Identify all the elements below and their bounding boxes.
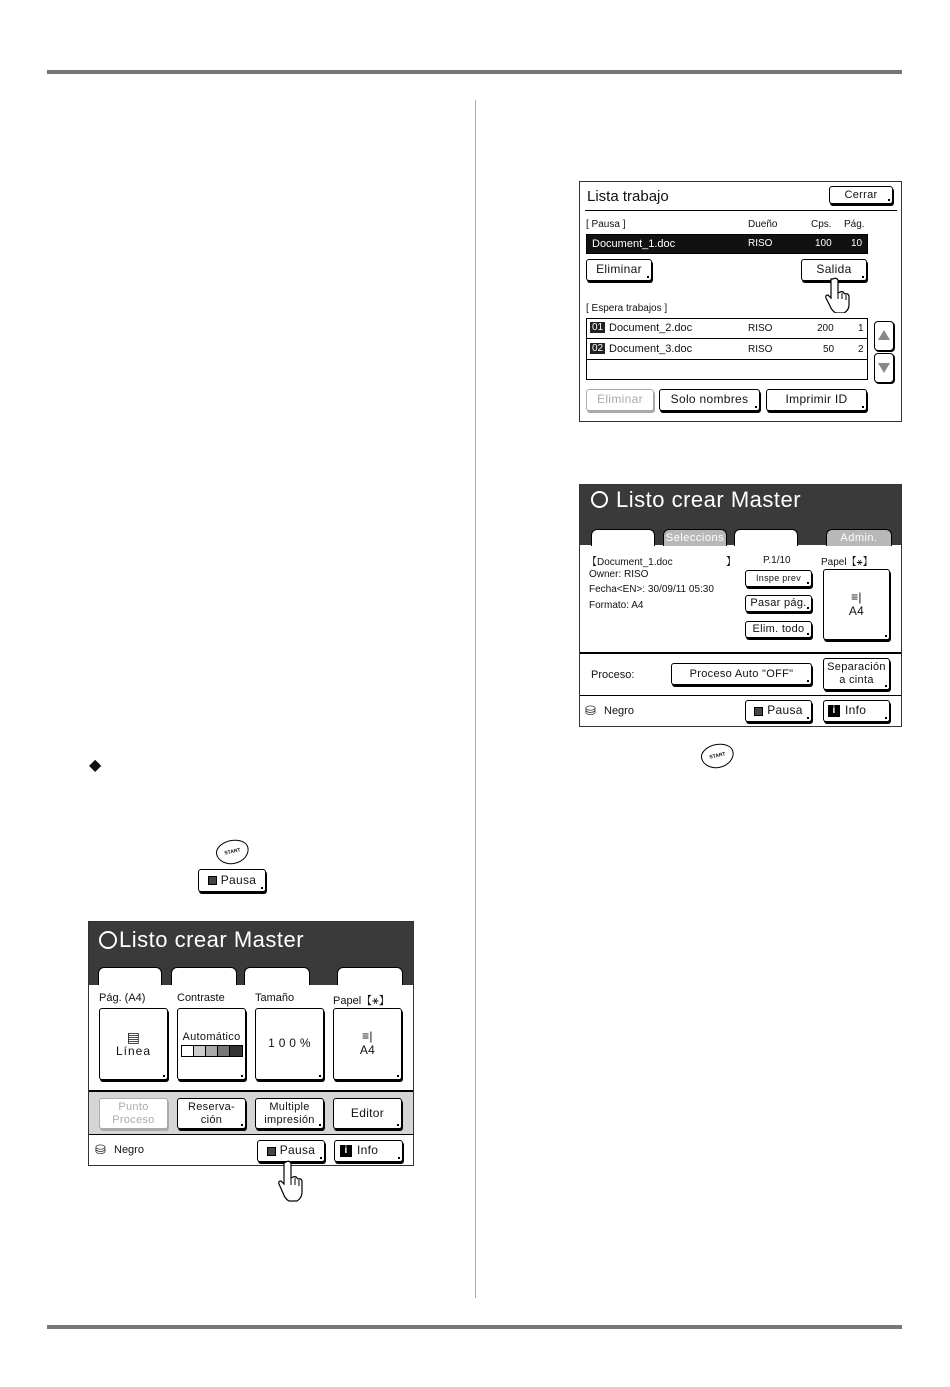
paper-tray-icon: ≡| xyxy=(362,1029,373,1044)
tape-label-1: Separación xyxy=(827,661,886,674)
screen-title: Listo crear Master xyxy=(616,487,802,512)
job-number-badge: 01 xyxy=(592,322,604,333)
contrast-value: Automático xyxy=(182,1030,241,1043)
start-key-icon-left xyxy=(214,837,251,867)
arrow-down-icon xyxy=(875,354,893,382)
job-name: Document_2.doc xyxy=(609,322,693,334)
inline-pause-label: Pausa xyxy=(220,872,257,887)
document-icon: ▤ xyxy=(126,1029,141,1046)
contrast-column-label: Contraste xyxy=(177,992,225,1004)
pause-button[interactable] xyxy=(257,1140,325,1162)
page-mode-button[interactable] xyxy=(99,1008,168,1080)
contrast-button[interactable] xyxy=(177,1008,246,1080)
reservation-label-2: ción xyxy=(200,1113,223,1126)
ready-circle-icon xyxy=(591,491,608,508)
process-point-label-2: Proceso xyxy=(112,1113,155,1126)
info-icon: i xyxy=(340,1145,352,1157)
page-column-label: Pág. (A4) xyxy=(99,992,146,1004)
title-divider xyxy=(585,210,897,211)
paused-job-name: Document_1.doc xyxy=(592,238,676,250)
info-button[interactable] xyxy=(334,1140,403,1162)
process-label: Proceso: xyxy=(591,669,635,681)
job-owner: RISO xyxy=(748,323,773,334)
pause-icon xyxy=(208,876,217,885)
paper-column-label: Papel【⚹】 xyxy=(333,995,390,1007)
paused-job-copies: 100 xyxy=(815,238,832,249)
close-button[interactable]: Cerrar xyxy=(829,186,893,204)
job-list-title: Lista trabajo xyxy=(587,188,669,205)
job-name: Document_3.doc xyxy=(609,343,693,355)
multiple-label-2: impresión xyxy=(264,1113,315,1126)
tab-functions[interactable]: Funciones xyxy=(244,967,310,985)
pause-label: Pausa xyxy=(279,1143,316,1158)
paused-job-owner: RISO xyxy=(748,238,773,249)
tab-admin[interactable]: Admin. xyxy=(337,967,403,985)
hand-pointer-icon xyxy=(278,1160,306,1204)
start-key-icon xyxy=(699,741,736,771)
process-point-button[interactable] xyxy=(99,1098,168,1129)
contrast-swatch xyxy=(218,1046,230,1056)
paper-value: A4 xyxy=(848,603,865,618)
output-button[interactable]: Salida xyxy=(801,259,867,281)
screen-title-bar xyxy=(89,922,414,985)
tape-separation-button[interactable] xyxy=(823,658,890,690)
scroll-down-button[interactable] xyxy=(874,353,894,383)
owner-text: Owner: RISO xyxy=(589,569,649,580)
multiple-print-button[interactable] xyxy=(255,1098,324,1129)
job-pages: 2 xyxy=(858,344,864,355)
owner-column-header: Dueño xyxy=(748,219,778,230)
table-row[interactable] xyxy=(587,340,867,360)
ready-master-screen-right xyxy=(579,484,902,727)
info-label: Info xyxy=(845,703,867,718)
info-icon: i xyxy=(828,705,840,717)
delete-waiting-button[interactable]: Eliminar xyxy=(586,389,654,411)
tab-selections[interactable]: Seleccions xyxy=(663,529,727,546)
pause-icon xyxy=(267,1147,276,1156)
ink-color-label: Negro xyxy=(114,1144,144,1156)
status-divider xyxy=(580,695,902,696)
job-copies: 50 xyxy=(823,344,835,355)
paused-job-pages: 10 xyxy=(851,238,863,249)
bottom-rule xyxy=(47,1325,902,1329)
paper-button[interactable] xyxy=(333,1008,402,1080)
reservation-label-1: Reserva- xyxy=(187,1100,236,1113)
job-pages: 1 xyxy=(858,323,864,334)
contrast-swatch xyxy=(206,1046,218,1056)
paper-label: Papel【⚹】 xyxy=(821,557,873,568)
top-rule xyxy=(47,70,902,74)
size-button[interactable]: 1 0 0 % xyxy=(255,1008,324,1080)
table-row[interactable] xyxy=(587,319,867,339)
document-name: 【Document_1.doc xyxy=(587,557,673,568)
tab-selections[interactable]: Seleccions xyxy=(171,967,237,985)
tab-basic[interactable]: Básico xyxy=(98,967,162,985)
paper-button[interactable] xyxy=(823,569,890,640)
paused-section-label: [ Pausa ] xyxy=(586,219,626,230)
start-key-label-left: START xyxy=(223,847,242,857)
ready-circle-icon xyxy=(99,931,117,949)
paused-job-row[interactable] xyxy=(586,234,868,254)
document-name-close: 】 xyxy=(726,557,736,568)
multiple-label-1: Multiple xyxy=(269,1100,310,1113)
tab-basic[interactable]: Básico xyxy=(591,529,655,546)
job-copies: 200 xyxy=(817,323,834,334)
waiting-section-label: [ Espera trabajos ] xyxy=(586,303,668,314)
pause-button[interactable] xyxy=(745,700,812,722)
info-label: Info xyxy=(357,1143,379,1158)
pages-column-header: Pág. xyxy=(844,219,865,230)
pause-icon xyxy=(754,707,763,716)
job-list-panel xyxy=(579,181,902,422)
tab-admin[interactable]: Admin. xyxy=(826,529,892,546)
process-point-label-1: Punto xyxy=(118,1100,149,1113)
date-text: Fecha<EN>: 30/09/11 05:30 xyxy=(589,584,714,595)
scroll-up-button[interactable] xyxy=(874,321,894,351)
job-owner: RISO xyxy=(748,344,773,355)
ink-color-label: Negro xyxy=(604,705,634,717)
page-indicator: P.1/10 xyxy=(763,555,791,566)
process-auto-button[interactable]: Proceso Auto "OFF" xyxy=(671,663,812,685)
hand-pointer-icon xyxy=(825,277,853,313)
pause-label: Pausa xyxy=(767,703,803,718)
contrast-swatch xyxy=(194,1046,206,1056)
copies-column-header: Cps. xyxy=(811,219,832,230)
editor-button[interactable]: Editor xyxy=(333,1098,402,1129)
contrast-scale xyxy=(181,1045,243,1057)
delete-button[interactable]: Eliminar xyxy=(586,259,652,281)
format-text: Formato: A4 xyxy=(589,600,644,611)
names-only-button[interactable]: Solo nombres xyxy=(659,389,760,411)
inline-pause-button xyxy=(198,869,266,892)
info-button[interactable] xyxy=(823,700,890,722)
reservation-button[interactable] xyxy=(177,1098,246,1129)
bullet-diamond: ◆ xyxy=(89,757,102,774)
screen-title: Listo crear Master xyxy=(119,927,305,952)
delete-all-button[interactable]: Elim. todo xyxy=(745,621,812,638)
page-mode-value: Línea xyxy=(115,1044,152,1059)
arrow-up-icon xyxy=(875,322,893,350)
ink-drum-icon: ⛁ xyxy=(95,1142,106,1157)
paper-value: A4 xyxy=(359,1043,376,1057)
ink-drum-icon: ⛁ xyxy=(585,703,596,718)
waiting-jobs-list xyxy=(586,318,868,380)
next-page-button[interactable]: Pasar pág. xyxy=(745,595,812,612)
tab-functions[interactable]: Funciones xyxy=(734,529,798,546)
contrast-swatch xyxy=(230,1046,242,1056)
process-divider xyxy=(580,652,902,654)
contrast-swatch xyxy=(182,1046,194,1056)
tape-label-2: a cinta xyxy=(839,674,874,686)
column-divider xyxy=(475,100,476,1298)
job-number-badge: 02 xyxy=(592,343,604,354)
print-id-button[interactable]: Imprimir ID xyxy=(766,389,867,411)
size-column-label: Tamaño xyxy=(255,992,295,1004)
screen-title-bar xyxy=(580,485,902,545)
start-key-label: START xyxy=(708,751,727,761)
paper-tray-icon: ≡| xyxy=(851,589,862,604)
ready-master-screen-left xyxy=(88,921,414,1166)
preview-button[interactable]: Inspe prev xyxy=(745,570,812,587)
